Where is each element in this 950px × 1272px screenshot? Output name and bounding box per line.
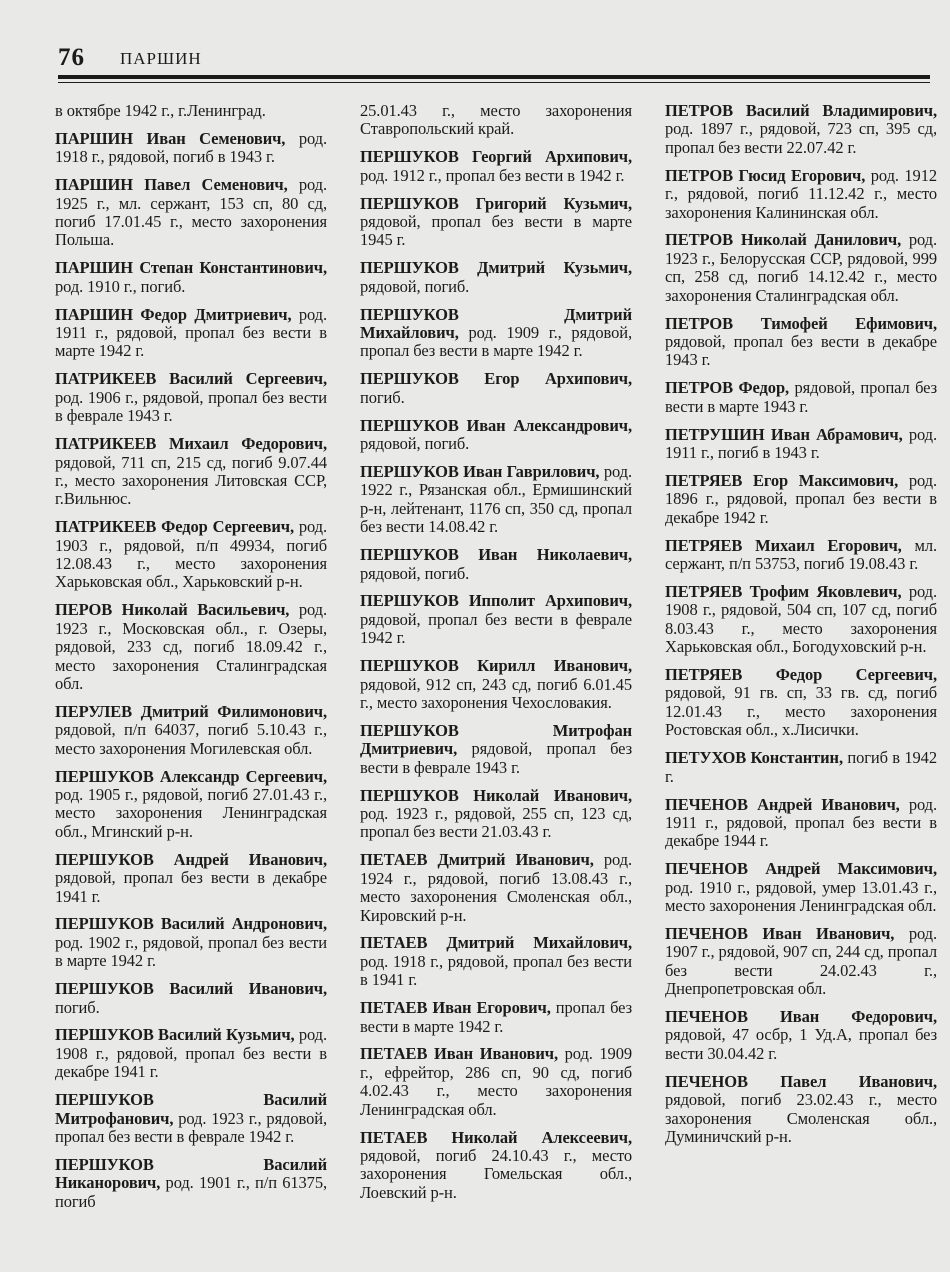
person-name: ПЕРШУКОВ Егор Архипович, (360, 369, 632, 389)
person-name: ПЕРШУКОВ Андрей Иванович, (55, 849, 327, 869)
entry-details: 25.01.43 г., место захоронения Ставропольский край. (360, 101, 632, 139)
entry-details: мл. сержант, п/п 53753, погиб 19.08.43 г. (665, 535, 937, 574)
person-entry (360, 999, 632, 1036)
text-column-1 (55, 102, 327, 1221)
person-entry (360, 1129, 632, 1203)
entry-details: род. 1911 г., рядовой, пропал без вести в марте 1942 г. (55, 304, 328, 361)
person-entry (665, 379, 937, 416)
person-entry (55, 518, 327, 592)
person-entry (360, 722, 632, 777)
entry-details: род. 1911 г., погиб в 1943 г. (665, 424, 937, 462)
person-name: ПЕРШУКОВ Митрофан Дмитриевич, (360, 720, 632, 759)
header-rule-thin (58, 82, 930, 83)
person-name: ПЕРШУКОВ Николай Иванович, (360, 785, 632, 805)
running-head: ПАРШИН (120, 49, 202, 68)
entry-details: род. 1903 г., рядовой, п/п 49934, погиб 12.08.43 г., место захоронения Харьковская обл., Харьковский р-н. (55, 517, 327, 592)
entry-details: род. 1901 г., п/п 61375, погиб (55, 1173, 327, 1211)
entry-details: рядовой, погиб. (360, 434, 470, 454)
person-entry (360, 1045, 632, 1119)
person-entry (55, 176, 327, 250)
person-name: ПЕРШУКОВ Дмитрий Михайлович, (360, 304, 632, 343)
person-name: ПЕТАЕВ Иван Егорович, (360, 998, 551, 1018)
entry-details: род. 1912 г., пропал без вести в 1942 г. (360, 165, 625, 185)
person-name: ПЕТАЕВ Дмитрий Иванович, (360, 850, 594, 870)
entry-details: рядовой, пропал без вести в марте 1945 г. (360, 212, 632, 250)
person-name: ПЕРШУКОВ Ипполит Архипович, (360, 591, 632, 611)
entry-details: род. 1902 г., рядовой, пропал без вести в марте 1942 г. (55, 932, 327, 971)
person-entry (55, 980, 327, 1017)
person-name: ПЕРШУКОВ Василий Андронович, (55, 914, 327, 934)
entry-details: род. 1910 г., погиб. (55, 276, 186, 296)
person-name: ПЕРШУКОВ Александр Сергеевич, (55, 766, 327, 786)
person-entry (665, 666, 937, 740)
person-name: ПЕРШУКОВ Григорий Кузьмич, (360, 193, 632, 213)
entry-details: рядовой, пропал без вести в марте 1943 г. (665, 378, 937, 416)
entry-details: род. 1923 г., Московская обл., г. Озеры, рядовой, 233 сд, погиб 18.09.42 г., место захоронения Сталинградская обл. (55, 600, 327, 693)
page-header (58, 44, 930, 74)
entry-details: род. 1909 г., рядовой, пропал без вести в марте 1942 г. (360, 323, 632, 361)
person-entry (55, 851, 327, 906)
person-name: ПЕЧЕНОВ Иван Федорович, (665, 1007, 937, 1027)
person-name: ПЕРОВ Николай Васильевич, (55, 600, 290, 620)
person-name: ПЕРШУКОВ Георгий Архипович, (360, 147, 632, 167)
entry-details: рядовой, 91 гв. сп, 33 гв. сд, погиб 12.01.43 г., место захоронения Ростовская обл., х.Лисички. (665, 683, 937, 740)
person-entry (360, 657, 632, 712)
entry-details: рядовой, пропал без вести в феврале 1943 г. (360, 739, 632, 777)
person-name: ПЕРШУКОВ Кирилл Иванович, (360, 656, 632, 676)
person-entry (360, 417, 632, 454)
person-entry (360, 370, 632, 407)
person-name: ПЕТРОВ Гюсид Егорович, (665, 165, 866, 185)
entry-details: род. 1908 г., рядовой, пропал без вести в декабре 1941 г. (55, 1025, 327, 1082)
entry-details: род. 1925 г., мл. сержант, 153 сп, 80 сд, погиб 17.01.45 г., место захоронения Польша. (55, 175, 328, 250)
person-entry (55, 768, 327, 842)
person-entry (665, 315, 937, 370)
person-entry (665, 796, 937, 851)
person-name: ПЕРШУКОВ Василий Никанорович, (55, 1154, 327, 1193)
entry-details: род. 1924 г., рядовой, погиб 13.08.43 г., место захоронения Смоленская обл., Кировский р-н. (360, 850, 632, 925)
entry-details: род. 1923 г., Белорусская ССР, рядовой, 999 сп, 258 сд, погиб 14.12.42 г., место захоронения Сталинградская обл. (665, 230, 938, 305)
person-entry (665, 231, 937, 305)
person-entry (55, 370, 327, 425)
person-entry (665, 1008, 937, 1063)
person-name: ПЕТАЕВ Иван Иванович, (360, 1044, 558, 1064)
entry-details: рядовой, пропал без вести в декабре 1941 г. (55, 868, 327, 906)
person-name: ПЕТРЯЕВ Трофим Яковлевич, (665, 581, 902, 601)
person-name: ПЕТРОВ Тимофей Ефимович, (665, 313, 937, 333)
person-name: ПЕТУХОВ Константин, (665, 748, 843, 768)
entry-details: род. 1911 г., рядовой, пропал без вести в декабре 1944 г. (665, 794, 937, 851)
person-entry (665, 1073, 937, 1147)
person-name: ПАТРИКЕЕВ Василий Сергеевич, (55, 369, 327, 389)
person-entry (55, 1026, 327, 1081)
entry-details: рядовой, 912 сп, 243 сд, погиб 6.01.45 г., место захоронения Чехословакия. (360, 674, 632, 712)
person-entry (55, 306, 327, 361)
person-entry (360, 259, 632, 296)
entry-details: род. 1909 г., ефрейтор, 286 сп, 90 сд, погиб 4.02.43 г., место захоронения Ленинградская обл. (360, 1044, 632, 1119)
page-number: 76 (58, 44, 85, 71)
person-name: ПЕТРОВ Николай Данилович, (665, 230, 902, 250)
entry-continuation (360, 102, 632, 139)
entry-details: в октябре 1942 г., г.Ленинград. (55, 101, 266, 120)
person-name: ПЕТРЯЕВ Михаил Егорович, (665, 535, 902, 555)
person-name: ПЕТРЯЕВ Егор Максимович, (665, 470, 899, 490)
person-entry (360, 787, 632, 842)
person-entry (665, 472, 937, 527)
person-name: ПЕРШУКОВ Василий Кузьмич, (55, 1025, 295, 1045)
person-entry (360, 195, 632, 250)
person-name: ПЕРШУКОВ Иван Александрович, (360, 415, 632, 435)
person-name: ПАТРИКЕЕВ Михаил Федорович, (55, 434, 327, 454)
person-entry (55, 601, 327, 693)
entry-details: род. 1906 г., рядовой, пропал без вести в феврале 1943 г. (55, 387, 327, 426)
person-entry (665, 583, 937, 657)
text-column-2 (360, 102, 632, 1212)
entry-details: род. 1896 г., рядовой, пропал без вести в декабре 1942 г. (665, 470, 937, 527)
person-entry (55, 703, 327, 758)
person-name: ПАРШИН Федор Дмитриевич, (55, 304, 292, 324)
person-entry (360, 546, 632, 583)
entry-details: рядовой, погиб 23.02.43 г., место захоронения Смоленская обл., Думиничский р-н. (665, 1090, 937, 1146)
person-entry (55, 259, 327, 296)
person-name: ПЕРШУКОВ Иван Гаврилович, (360, 462, 600, 481)
entry-details: рядовой, погиб. (360, 276, 470, 296)
person-entry (55, 1091, 327, 1146)
entry-details: род. 1918 г., рядовой, пропал без вести в 1941 г. (360, 951, 632, 990)
person-entry (55, 130, 327, 167)
person-name: ПЕРШУКОВ Василий Иванович, (55, 979, 327, 999)
person-name: ПЕЧЕНОВ Павел Иванович, (665, 1071, 937, 1091)
person-entry (55, 915, 327, 970)
person-name: ПЕТРОВ Федор, (665, 378, 790, 398)
person-name: ПЕТРУШИН Иван Абрамович, (665, 424, 903, 444)
text-column-3 (665, 102, 937, 1156)
entry-continuation (55, 102, 327, 120)
entry-details: погиб в 1942 г. (665, 748, 937, 786)
entry-details: род. 1905 г., рядовой, погиб 27.01.43 г., место захоронения Ленинградская обл., Мгинский р-н. (55, 785, 327, 841)
person-name: ПЕТРОВ Василий Владимирович, (665, 101, 937, 120)
entry-details: рядовой, погиб 24.10.43 г., место захоронения Гомельская обл., Лоевский р-н. (360, 1146, 632, 1202)
person-name: ПАРШИН Павел Семенович, (55, 175, 288, 195)
person-entry (665, 925, 937, 999)
person-entry (55, 1156, 327, 1211)
entry-details: род. 1918 г., рядовой, погиб в 1943 г. (55, 128, 327, 167)
entry-details: род. 1907 г., рядовой, 907 сп, 244 сд, пропал без вести 24.02.43 г., Днепропетровская обл. (665, 923, 937, 999)
header-rule-thick (58, 75, 930, 79)
person-entry (665, 749, 937, 786)
person-name: ПЕЧЕНОВ Иван Иванович, (665, 923, 895, 943)
person-entry (665, 860, 937, 915)
person-entry (665, 167, 937, 222)
person-name: ПЕРШУКОВ Василий Митрофанович, (55, 1090, 327, 1128)
entry-details: род. 1908 г., рядовой, 504 сп, 107 сд, погиб 8.03.43 г., место захоронения Харьковская обл., Богодуховский р-н. (665, 581, 937, 657)
person-name: ПАРШИН Иван Семенович, (55, 128, 286, 148)
entry-details: рядовой, п/п 64037, погиб 5.10.43 г., место захоронения Могилевская обл. (55, 720, 327, 758)
person-name: ПЕТАЕВ Дмитрий Михайлович, (360, 933, 632, 953)
entry-details: род. 1922 г., Рязанская обл., Ермишинский р-н, лейтенант, 1176 сп, 350 сд, пропал без вести 14.08.42 г. (360, 462, 632, 537)
person-name: ПЕЧЕНОВ Андрей Максимович, (665, 859, 937, 879)
person-entry (360, 851, 632, 925)
person-entry (360, 306, 632, 361)
person-name: ПЕРШУКОВ Дмитрий Кузьмич, (360, 258, 632, 278)
person-entry (55, 435, 327, 509)
person-name: ПЕТАЕВ Николай Алексеевич, (360, 1127, 632, 1147)
person-name: ПЕРШУКОВ Иван Николаевич, (360, 545, 632, 565)
person-entry (665, 537, 937, 574)
entry-details: род. 1923 г., рядовой, пропал без вести в феврале 1942 г. (55, 1108, 327, 1146)
person-name: ПЕРУЛЕВ Дмитрий Филимонович, (55, 701, 327, 721)
person-name: ПАТРИКЕЕВ Федор Сергеевич, (55, 517, 294, 537)
entry-details: рядовой, 711 сп, 215 сд, погиб 9.07.44 г., место захоронения Литовская ССР, г.Вильнюс. (55, 452, 327, 509)
person-entry (665, 102, 937, 157)
entry-details: рядовой, 47 осбр, 1 Уд.А, пропал без вести 30.04.42 г. (665, 1025, 937, 1063)
entry-details: погиб. (55, 997, 100, 1017)
entry-details: пропал без вести в марте 1942 г. (360, 998, 632, 1036)
person-name: ПЕТРЯЕВ Федор Сергеевич, (665, 665, 937, 685)
entry-details: род. 1912 г., рядовой, погиб 11.12.42 г., место захоронения Калининская обл. (665, 165, 937, 222)
person-entry (665, 426, 937, 463)
entry-details: рядовой, пропал без вести в декабре 1943 г. (665, 331, 937, 370)
entry-details: рядовой, погиб. (360, 563, 470, 583)
person-name: ПЕЧЕНОВ Андрей Иванович, (665, 794, 900, 814)
person-entry (360, 592, 632, 647)
person-name: ПАРШИН Степан Константинович, (55, 258, 327, 278)
entry-details: род. 1910 г., рядовой, умер 13.01.43 г., место захоронения Ленинградская обл. (665, 877, 937, 916)
entry-details: род. 1897 г., рядовой, 723 сп, 395 сд, пропал без вести 22.07.42 г. (665, 119, 937, 157)
person-entry (360, 148, 632, 185)
person-entry (360, 463, 632, 537)
entry-details: погиб. (360, 387, 405, 407)
person-entry (360, 934, 632, 989)
entry-details: род. 1923 г., рядовой, 255 сп, 123 сд, пропал без вести 21.03.43 г. (360, 804, 632, 842)
entry-details: рядовой, пропал без вести в феврале 1942 г. (360, 609, 632, 648)
